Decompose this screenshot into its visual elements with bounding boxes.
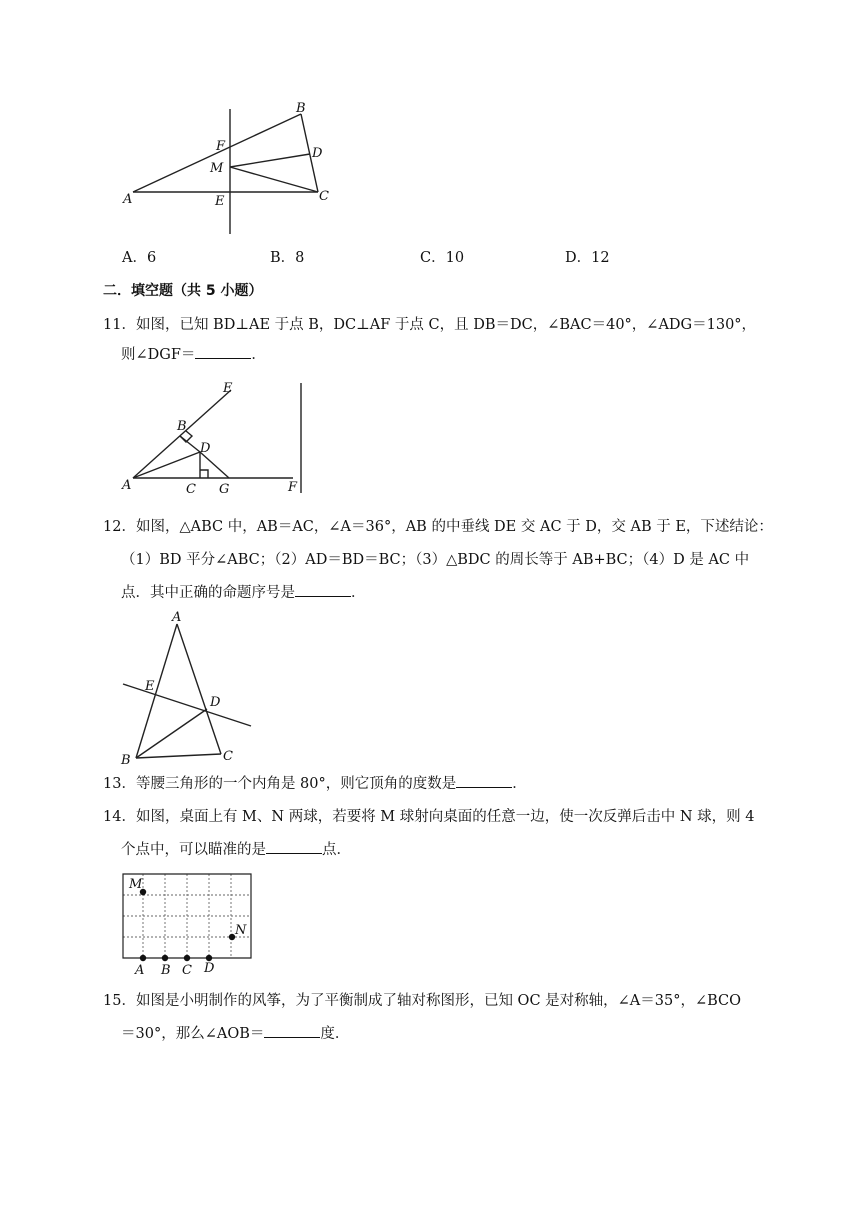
q12-label-c: C — [223, 749, 233, 764]
q10-figure — [115, 100, 345, 240]
q11-label-g: G — [219, 482, 230, 497]
q12-line1: 12．如图，△ABC 中，AB＝AC，∠A＝36°，AB 的中垂线 DE 交 AC 于 D，交 AB 于 E，下述结论： — [103, 519, 773, 535]
q14-answer-blank[interactable] — [266, 839, 322, 854]
q15-line2 — [121, 1023, 349, 1045]
q11-label-a: A — [122, 478, 132, 493]
q11-figure — [115, 378, 315, 498]
q15-line1: 15．如图是小明制作的风筝，为了平衡制成了轴对称图形，已知 OC 是对称轴，∠A＝35°，∠BCO — [103, 993, 742, 1009]
q12-label-a: A — [172, 610, 182, 625]
q12-line3-end: ． — [351, 585, 366, 601]
q12-figure — [115, 608, 265, 768]
q15-line2-end: 度． — [320, 1026, 350, 1042]
q13-text: 13．等腰三角形的一个内角是 80°，则它顶角的度数是 — [103, 776, 457, 792]
q10-label-b: B — [296, 101, 306, 116]
q14-label-c: C — [182, 963, 192, 978]
q14-label-a: A — [135, 963, 145, 978]
q14-line2 — [121, 839, 351, 861]
q11-label-e: E — [223, 381, 233, 396]
q14-line1: 14．如图，桌面上有 M、N 两球，若要将 M 球射向桌面的任意一边，使一次反弹后击中 N 球，则 4 — [103, 809, 755, 825]
q10-option-b: B．8 — [270, 250, 305, 266]
q12-answer-blank[interactable] — [295, 582, 351, 597]
q15-answer-blank[interactable] — [264, 1023, 320, 1038]
q11-answer-blank[interactable] — [195, 344, 251, 359]
q13-answer-blank[interactable] — [456, 773, 512, 788]
q11-label-d: D — [200, 441, 211, 456]
q10-label-m: M — [210, 161, 224, 176]
q14-label-m: M — [129, 877, 143, 892]
q12-label-e: E — [145, 679, 155, 694]
q11-line2-text: 则∠DGF＝ — [121, 347, 196, 363]
q14-label-b: B — [161, 963, 171, 978]
q12-line3 — [121, 582, 366, 604]
q10-label-e: E — [215, 194, 225, 209]
q11-label-f: F — [288, 480, 298, 495]
q14-label-n: N — [235, 923, 247, 938]
q11-line1: 11．如图，已知 BD⊥AE 于点 B，DC⊥AF 于点 C，且 DB＝DC，∠BAC＝40°，∠ADG＝130°， — [103, 317, 757, 333]
q10-option-c: C．10 — [420, 250, 465, 266]
q12-line2: （1）BD 平分∠ABC；（2）AD＝BD＝BC；（3）△BDC 的周长等于 AB+BC；（4）D 是 AC 中 — [121, 552, 750, 568]
q10-label-d: D — [312, 146, 323, 161]
q10-label-c: C — [319, 189, 329, 204]
q15-line2-text: ＝30°，那么∠AOB＝ — [121, 1026, 265, 1042]
q14-line2-end: 点． — [322, 842, 351, 858]
q12-line3-text: 点．其中正确的命题序号是 — [121, 585, 295, 601]
q14-figure — [118, 868, 258, 978]
point-b — [162, 955, 168, 961]
point-a — [140, 955, 146, 961]
q13-end: ． — [512, 776, 527, 792]
section-title: 二．填空题（共 5 小题） — [103, 283, 263, 299]
q10-option-a: A．6 — [122, 250, 157, 266]
q14-line2-text: 个点中，可以瞄准的是 — [121, 842, 266, 858]
q11-label-c: C — [186, 482, 196, 497]
q14-label-d: D — [204, 961, 215, 976]
q11-line2-end: ． — [251, 347, 266, 363]
q11-line2 — [121, 344, 266, 366]
q10-label-a: A — [123, 192, 133, 207]
q13-line — [103, 773, 527, 795]
q12-label-d: D — [210, 695, 221, 710]
point-c — [184, 955, 190, 961]
q10-option-d: D．12 — [565, 250, 610, 266]
q11-label-b: B — [177, 419, 187, 434]
q10-label-f: F — [216, 139, 226, 154]
q12-label-b: B — [121, 753, 131, 768]
